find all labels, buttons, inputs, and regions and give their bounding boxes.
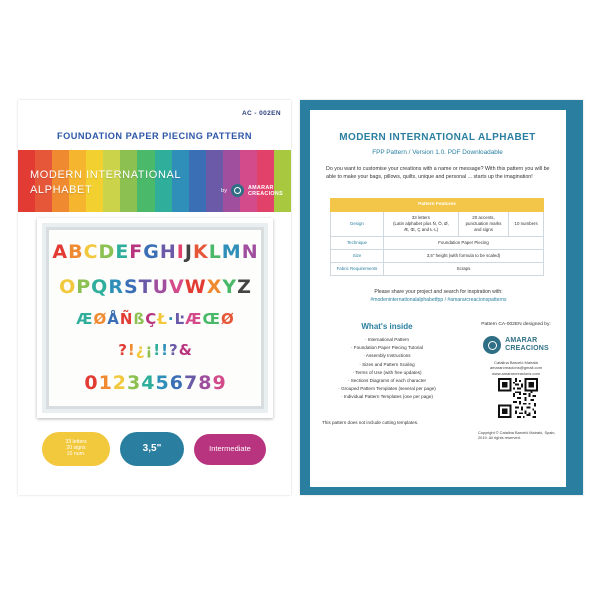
cell-size: 3,5" height (with formula to be scaled) <box>384 250 544 263</box>
amarar-logo-icon <box>483 336 501 354</box>
top-accent-bar <box>300 100 583 110</box>
pattern-features-table <box>330 198 544 276</box>
quilt-row: 0 1 2 3 4 5 6 7 8 9 <box>84 372 226 395</box>
cell-design-numbers: 10 numbers <box>509 212 544 237</box>
whats-inside-heading: What's inside <box>361 322 413 331</box>
left-accent-bar <box>300 100 310 495</box>
list-item: · Assembly Instructions <box>363 353 411 359</box>
amarar-logo <box>462 336 570 354</box>
row-label-fabric: Fabric Requirements <box>331 263 384 276</box>
copyright-note: Copyright © Catalina Barceló Mairató, Spain, 2019. All rights reserved. <box>478 430 556 441</box>
banner-swatch <box>274 150 291 212</box>
row-label-design: Design <box>331 212 384 237</box>
logo-line2: CREACIONS <box>505 345 549 352</box>
right-title: MODERN INTERNATIONAL ALPHABET <box>339 132 536 143</box>
table-title: Pattern Features <box>331 199 544 212</box>
amarar-logo-icon <box>231 184 244 197</box>
table-row <box>331 212 544 237</box>
share-hashtags: #modeninternationalalphabetfpp / #amararcreacionspatterns <box>370 297 507 303</box>
quilt-row: Æ Ø Å Ñ ß Ç Ł · Ŀ Æ Œ Ø <box>76 310 234 329</box>
list-item: · International Pattern <box>364 337 410 342</box>
qr-code-icon <box>498 378 538 418</box>
designed-by-label: Pattern CA-002EN designed by: <box>481 322 551 327</box>
banner-swatch <box>223 150 240 212</box>
banner-title-line2: ALPHABET <box>30 184 93 196</box>
rainbow-banner <box>18 150 291 212</box>
banner-swatch <box>257 150 274 212</box>
share-section <box>326 288 551 304</box>
quilt-letters <box>46 227 264 409</box>
left-cover-sheet <box>18 100 291 495</box>
pill-counts <box>42 432 110 466</box>
list-item: · Sizes and Pattern Scaling <box>359 361 415 367</box>
banner-swatch <box>206 150 223 212</box>
list-item: · Foundation Paper Piecing Tutorial <box>350 345 423 351</box>
right-subtitle: FPP Pattern / Version 1.0. PDF Downloadable <box>372 149 503 156</box>
pill-counts-label: 33 letters 20 signs 10 num. <box>65 439 87 457</box>
quilt-row: O P Q R S T U V W X Y Z <box>59 275 251 298</box>
list-item: · Terms of Use (with free updates) <box>352 369 422 375</box>
list-item: · Individual Pattern Templates (one per page) <box>341 394 433 400</box>
logo-text <box>505 337 549 353</box>
brand-line1: AMARAR <box>247 184 274 191</box>
cell-technique: Foundation Paper Piecing <box>384 237 544 250</box>
banner-title-line1: MODERN INTERNATIONAL <box>30 169 182 181</box>
table-row <box>331 237 544 250</box>
cell-design-letters: 33 letters (Latin alphabet plus Ñ, Ö, Ø, Æ, Œ, Ç and Ł·L) <box>384 212 459 237</box>
row-label-technique: Technique <box>331 237 384 250</box>
intro-paragraph: Do you want to customise your creations with a name or message? With this pattern you will be able to make your bags, pillows, quilts, unique and personal ... starts up the imagination! <box>326 166 550 180</box>
brand-name <box>248 185 283 197</box>
left-header-title: FOUNDATION PAPER PIECING PATTERN <box>57 131 252 141</box>
banner-title <box>30 168 181 198</box>
quilt-row: A B C D E F G H I J K L M N <box>52 240 258 263</box>
list-item: · Sections Diagrams of each character <box>347 378 427 384</box>
table-row <box>331 250 544 263</box>
whats-inside-list <box>318 336 456 402</box>
banner-swatch <box>189 150 206 212</box>
by-label: by <box>221 187 227 194</box>
table-row <box>331 263 544 276</box>
bottom-accent-bar <box>300 487 583 495</box>
banner-brand <box>221 184 283 197</box>
brand-line2: CREACIONS <box>247 190 283 197</box>
cell-fabric: Scraps <box>384 263 544 276</box>
no-cutting-note: This pattern does not include cutting templates. <box>322 420 419 425</box>
pattern-code: AC - 002EN <box>241 110 281 117</box>
contact-info: Catalina Barceló Mairatá amararcreacions@gmail.com www.amararcreacions.com <box>489 360 543 376</box>
right-accent-bar <box>566 100 583 495</box>
banner-swatch <box>240 150 257 212</box>
quilt-photo <box>37 218 273 418</box>
pill-level: Intermediate <box>194 434 266 465</box>
row-label-size: Size <box>331 250 384 263</box>
list-item: · Grouped Pattern Templates (several per page) <box>338 386 436 392</box>
right-info-sheet <box>300 100 583 495</box>
table-header-row <box>331 199 544 212</box>
share-intro: Please share your project and search for inspiration with: <box>374 289 503 295</box>
quilt-row: ? ! ¿ ¡ ! ! ? & <box>118 341 192 360</box>
pill-size: 3,5" <box>120 432 184 466</box>
feature-pills <box>42 432 270 466</box>
cell-design-signs: 20 accents, punctuation marks and signs <box>458 212 508 237</box>
logo-line1: AMARAR <box>505 337 538 344</box>
